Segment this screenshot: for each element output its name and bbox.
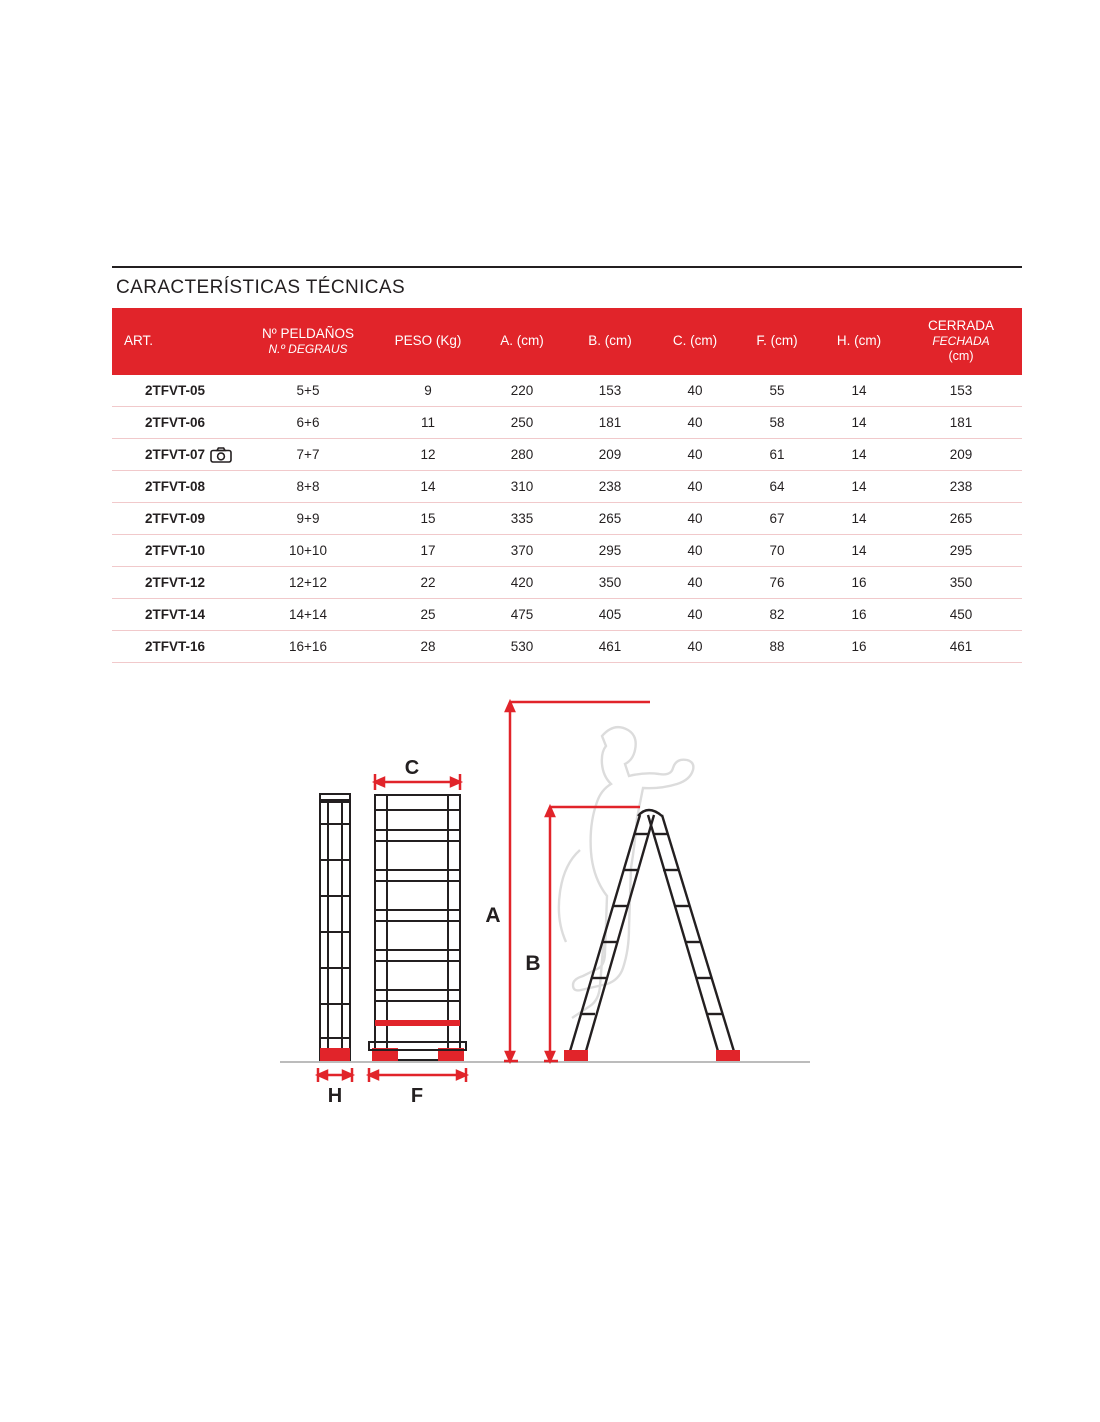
art-code: 2TFVT-05 — [144, 383, 206, 399]
header-row — [112, 308, 1022, 375]
cell-f: 55 — [736, 375, 818, 407]
cell-peso: 15 — [378, 503, 478, 535]
cell-a: 280 — [478, 439, 566, 471]
cell-peldanos: 6+6 — [238, 407, 378, 439]
cell-c: 40 — [654, 375, 736, 407]
cell-a: 370 — [478, 535, 566, 567]
header-cerrada-unit: (cm) — [948, 349, 974, 364]
label-h: H — [327, 1085, 343, 1107]
cell-a: 530 — [478, 631, 566, 663]
table-row — [112, 439, 1022, 471]
measure-f — [369, 1068, 466, 1082]
header-a: A. (cm) — [478, 308, 566, 375]
cell-h: 14 — [818, 471, 900, 503]
open-ladder — [568, 810, 736, 1058]
cell-f: 58 — [736, 407, 818, 439]
cell-peldanos: 8+8 — [238, 471, 378, 503]
cell-a: 475 — [478, 599, 566, 631]
specs-table-body — [112, 375, 1022, 663]
cell-c: 40 — [654, 535, 736, 567]
cell-peso: 28 — [378, 631, 478, 663]
cell-h: 14 — [818, 407, 900, 439]
cell-b: 295 — [566, 535, 654, 567]
cell-b: 209 — [566, 439, 654, 471]
specs-table — [112, 308, 1022, 663]
cell-peso: 11 — [378, 407, 478, 439]
specs-table-head — [112, 308, 1022, 375]
cell-b: 153 — [566, 375, 654, 407]
cell-h: 16 — [818, 599, 900, 631]
cell-art — [112, 599, 238, 631]
cell-peso: 9 — [378, 375, 478, 407]
cell-b: 265 — [566, 503, 654, 535]
cell-b: 350 — [566, 567, 654, 599]
cell-peldanos: 10+10 — [238, 535, 378, 567]
cell-art — [112, 439, 238, 471]
table-row — [112, 599, 1022, 631]
cell-peldanos: 16+16 — [238, 631, 378, 663]
label-b: B — [525, 952, 541, 975]
cell-b: 461 — [566, 631, 654, 663]
technical-specs-block — [112, 266, 1022, 663]
label-c: C — [404, 757, 420, 779]
cell-cerrada: 461 — [900, 631, 1022, 663]
cell-f: 76 — [736, 567, 818, 599]
cell-cerrada: 350 — [900, 567, 1022, 599]
cell-peldanos: 14+14 — [238, 599, 378, 631]
header-peldanos — [238, 308, 378, 375]
cell-f: 88 — [736, 631, 818, 663]
cell-a: 335 — [478, 503, 566, 535]
measure-h — [318, 1068, 352, 1082]
cell-art — [112, 631, 238, 663]
cell-c: 40 — [654, 439, 736, 471]
cell-h: 14 — [818, 535, 900, 567]
cell-c: 40 — [654, 503, 736, 535]
cell-art — [112, 375, 238, 407]
art-code: 2TFVT-10 — [144, 543, 206, 559]
cell-a: 420 — [478, 567, 566, 599]
cell-c: 40 — [654, 599, 736, 631]
cell-peso: 25 — [378, 599, 478, 631]
art-code: 2TFVT-14 — [144, 607, 206, 623]
art-code: 2TFVT-09 — [144, 511, 206, 527]
table-row — [112, 567, 1022, 599]
cell-c: 40 — [654, 471, 736, 503]
header-cerrada — [900, 308, 1022, 375]
cell-art — [112, 471, 238, 503]
cell-peldanos: 12+12 — [238, 567, 378, 599]
header-peldanos-main: Nº PELDAÑOS — [262, 325, 354, 341]
cell-art — [112, 503, 238, 535]
cell-h: 16 — [818, 631, 900, 663]
cell-f: 67 — [736, 503, 818, 535]
cell-a: 250 — [478, 407, 566, 439]
art-code: 2TFVT-08 — [144, 479, 206, 495]
ladder-dimension-diagram — [250, 690, 870, 1130]
label-a: A — [485, 904, 501, 927]
closed-ladder-foot — [320, 1048, 350, 1061]
cell-peso: 22 — [378, 567, 478, 599]
header-b: B. (cm) — [566, 308, 654, 375]
section-title: CARACTERÍSTICAS TÉCNICAS — [116, 277, 406, 298]
measure-a — [504, 702, 650, 1061]
open-ladder-foot-left — [564, 1050, 588, 1061]
header-c: C. (cm) — [654, 308, 736, 375]
table-row — [112, 471, 1022, 503]
cell-peso: 17 — [378, 535, 478, 567]
cell-peldanos: 7+7 — [238, 439, 378, 471]
table-row — [112, 407, 1022, 439]
cell-a: 310 — [478, 471, 566, 503]
cell-peso: 14 — [378, 471, 478, 503]
cell-cerrada: 450 — [900, 599, 1022, 631]
cell-h: 14 — [818, 375, 900, 407]
table-row — [112, 535, 1022, 567]
cell-h: 14 — [818, 503, 900, 535]
folded-ladder-accent — [375, 1020, 460, 1026]
header-cerrada-main: CERRADA — [927, 318, 994, 333]
cell-f: 64 — [736, 471, 818, 503]
measure-b — [544, 807, 640, 1061]
table-row — [112, 375, 1022, 407]
cell-f: 82 — [736, 599, 818, 631]
cell-peldanos: 5+5 — [238, 375, 378, 407]
cell-b: 405 — [566, 599, 654, 631]
cell-c: 40 — [654, 567, 736, 599]
cell-f: 70 — [736, 535, 818, 567]
label-f: F — [410, 1085, 424, 1107]
cell-cerrada: 153 — [900, 375, 1022, 407]
cell-art — [112, 567, 238, 599]
cell-art — [112, 407, 238, 439]
cell-f: 61 — [736, 439, 818, 471]
table-row — [112, 503, 1022, 535]
header-h: H. (cm) — [818, 308, 900, 375]
cell-peldanos: 9+9 — [238, 503, 378, 535]
cell-c: 40 — [654, 631, 736, 663]
open-ladder-foot-right — [716, 1050, 740, 1061]
header-art: ART. — [112, 308, 238, 375]
cell-cerrada: 181 — [900, 407, 1022, 439]
cell-h: 14 — [818, 439, 900, 471]
header-f: F. (cm) — [736, 308, 818, 375]
art-code: 2TFVT-07 — [144, 447, 206, 463]
table-row — [112, 631, 1022, 663]
cell-art — [112, 535, 238, 567]
art-code: 2TFVT-16 — [144, 639, 206, 655]
header-cerrada-sub: FECHADA — [932, 334, 990, 349]
cell-b: 181 — [566, 407, 654, 439]
cell-h: 16 — [818, 567, 900, 599]
cell-cerrada: 265 — [900, 503, 1022, 535]
cell-cerrada: 295 — [900, 535, 1022, 567]
person-silhouette — [559, 727, 694, 1018]
art-code: 2TFVT-06 — [144, 415, 206, 431]
closed-ladder-side-view — [320, 794, 350, 1060]
header-peso: PESO (Kg) — [378, 308, 478, 375]
header-peldanos-sub: N.º DEGRAUS — [268, 342, 348, 357]
cell-c: 40 — [654, 407, 736, 439]
art-code: 2TFVT-12 — [144, 575, 206, 591]
cell-cerrada: 209 — [900, 439, 1022, 471]
camera-icon — [210, 447, 232, 463]
cell-peso: 12 — [378, 439, 478, 471]
cell-b: 238 — [566, 471, 654, 503]
cell-cerrada: 238 — [900, 471, 1022, 503]
cell-a: 220 — [478, 375, 566, 407]
